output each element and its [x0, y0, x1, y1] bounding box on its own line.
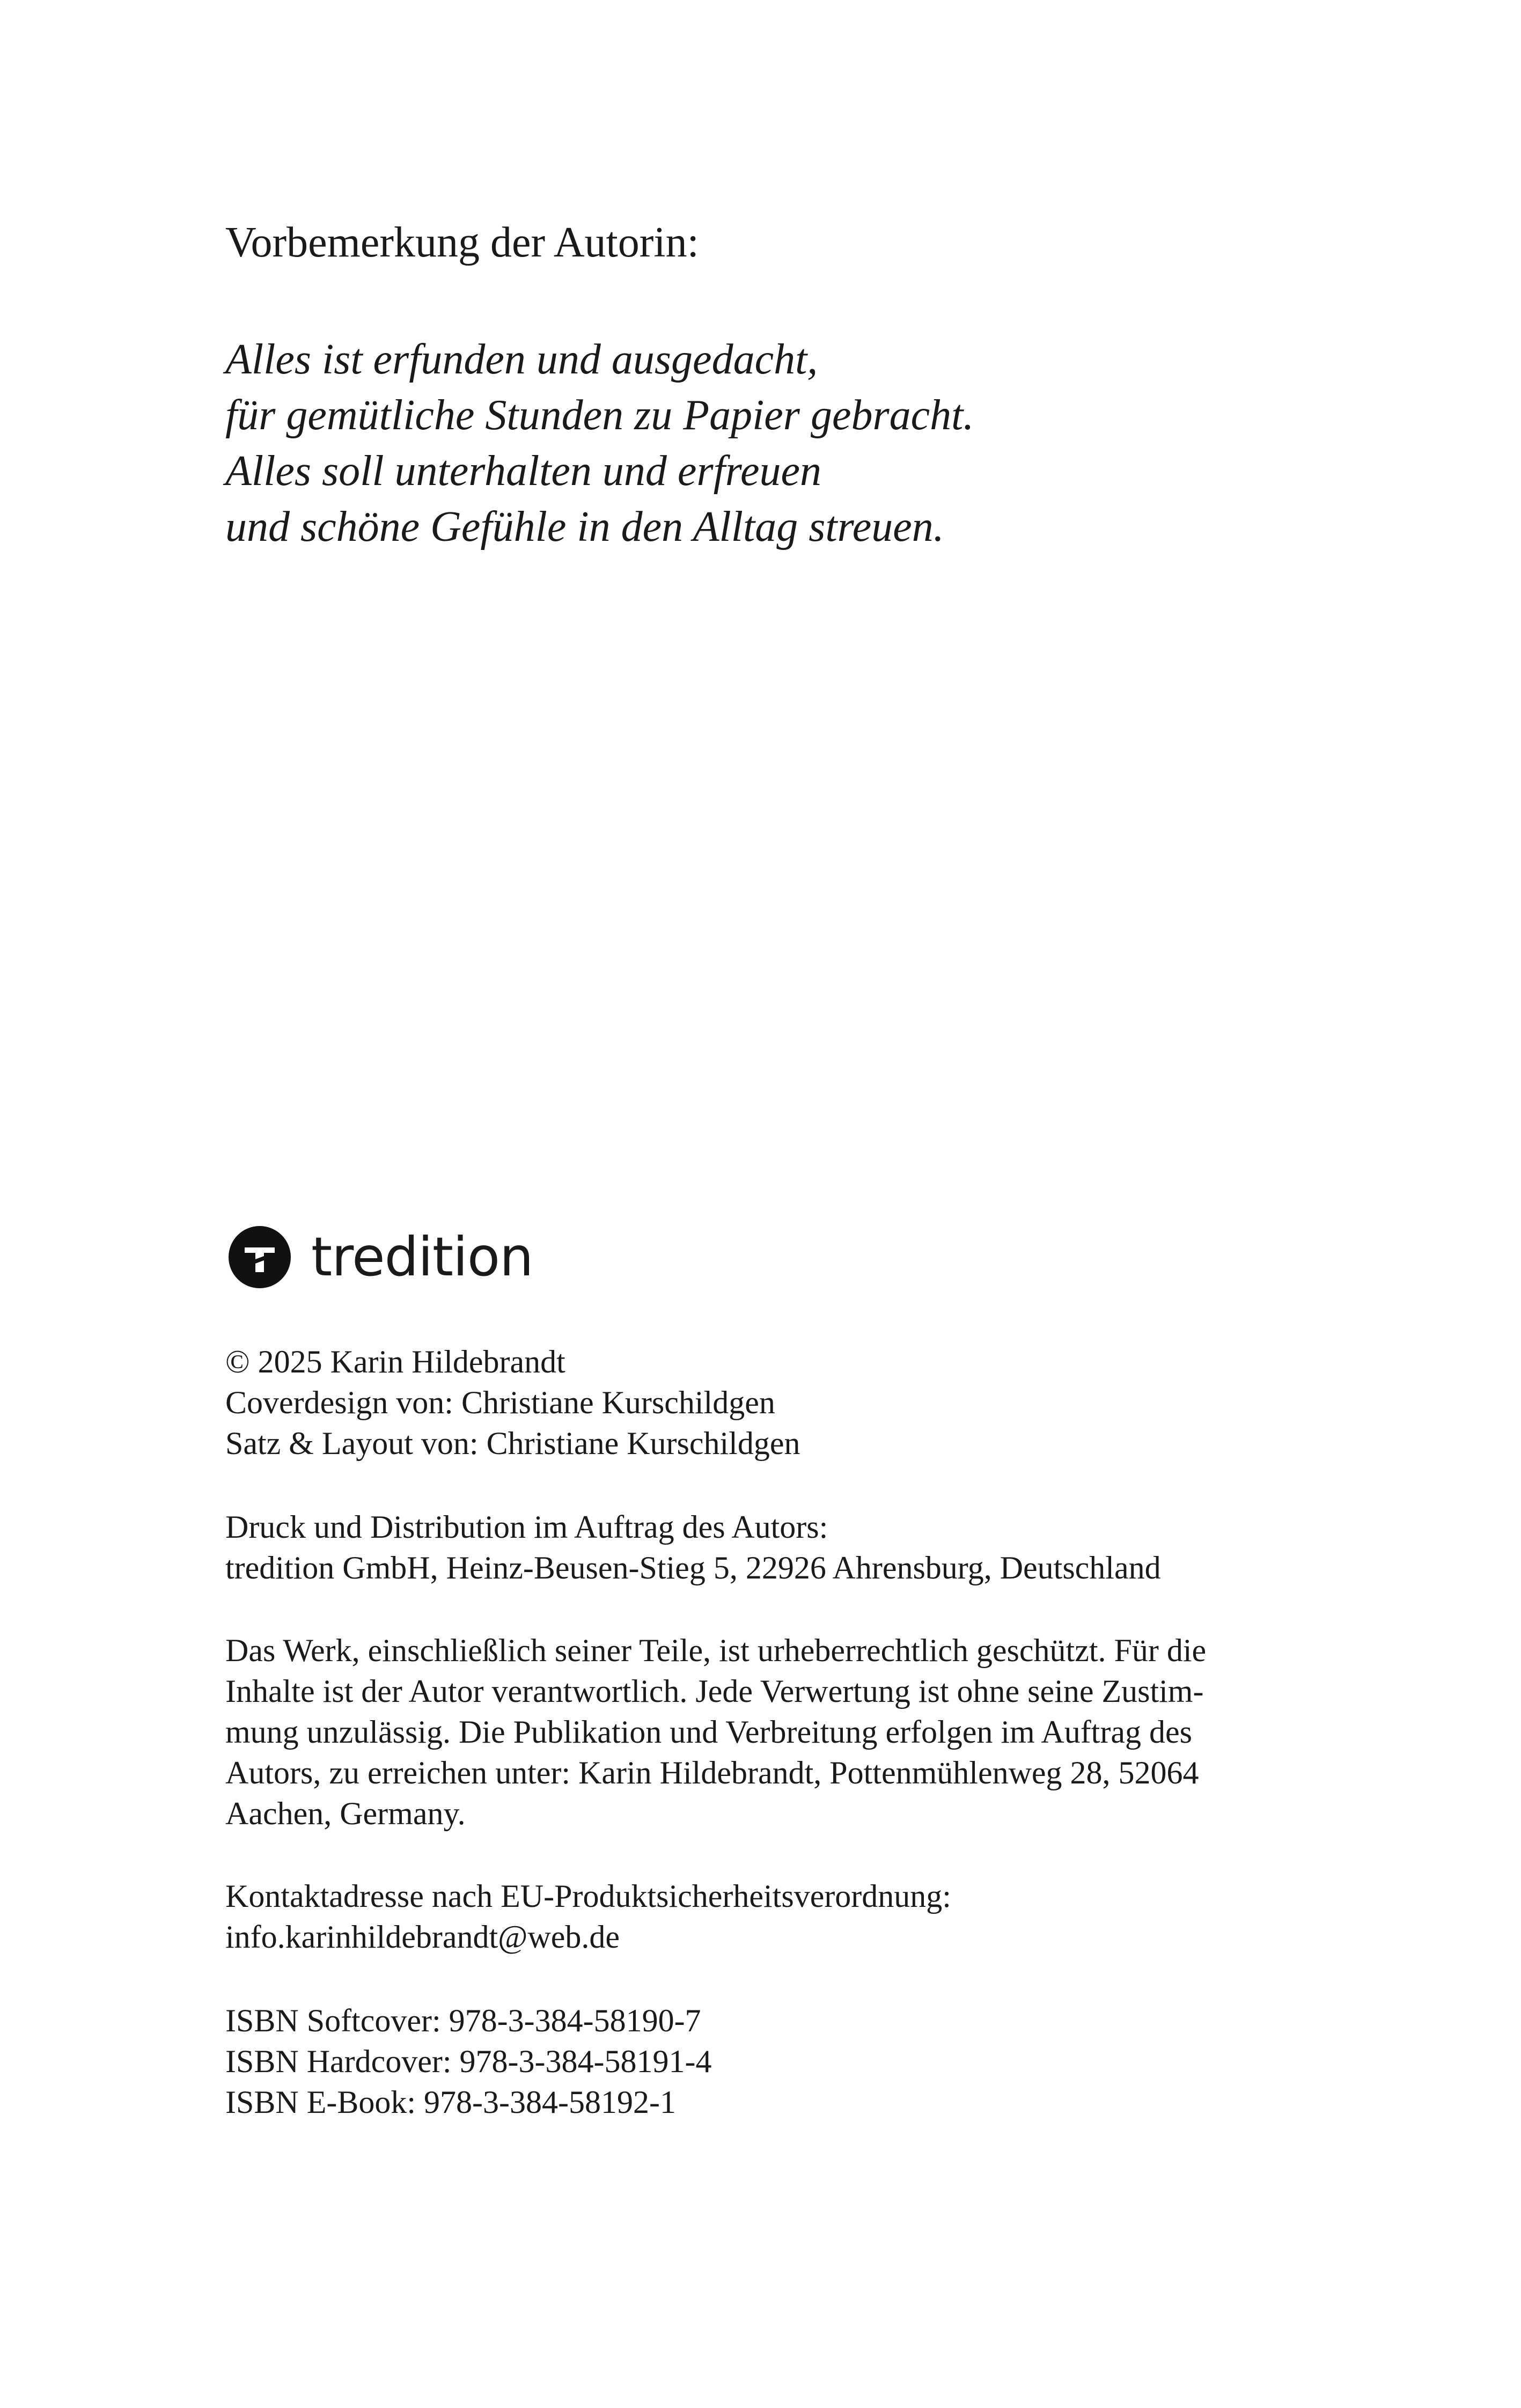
poem-line: und schöne Gefühle in den Alltag streuen. [225, 503, 944, 550]
poem-line: Alles ist erfunden und ausgedacht, [225, 336, 818, 383]
poem [225, 332, 974, 555]
contact-email[interactable]: info.karinhildebrandt@web.de [225, 1919, 620, 1955]
layout-line: Satz & Layout von: Christiane Kurschildgen [225, 1426, 800, 1461]
cover-design-line: Coverdesign von: Christiane Kurschildgen [225, 1385, 775, 1420]
page-heading: Vorbemerkung der Autorin: [225, 219, 699, 266]
tredition-logo-icon [229, 1226, 291, 1288]
isbn-ebook: ISBN E-Book: 978-3-384-58192-1 [225, 2084, 676, 2120]
credits-block [225, 1341, 1314, 1464]
poem-line: für gemütliche Stunden zu Papier gebracht. [225, 392, 974, 439]
print-distribution-block [225, 1507, 1314, 1588]
copyright-line: © 2025 Karin Hildebrandt [225, 1344, 565, 1379]
rights-line: Autors, zu erreichen unter: Karin Hildebrandt, Pottenmühlenweg 28, 52064 [225, 1755, 1199, 1790]
publisher-logo [229, 1226, 533, 1288]
publisher-address-line: tredition GmbH, Heinz-Beusen-Stieg 5, 22926 Ahrensburg, Deutschland [225, 1550, 1161, 1585]
rights-block [225, 1630, 1314, 1834]
rights-line: Inhalte ist der Autor verantwortlich. Jede Verwertung ist ohne seine Zustim- [225, 1673, 1204, 1709]
isbn-softcover: ISBN Softcover: 978-3-384-58190-7 [225, 2003, 701, 2038]
isbn-block [225, 2000, 1314, 2123]
print-line: Druck und Distribution im Auftrag des Autors: [225, 1509, 828, 1545]
rights-line: Aachen, Germany. [225, 1796, 466, 1831]
rights-line: Das Werk, einschließlich seiner Teile, ist urheberrechtlich geschützt. Für die [225, 1633, 1207, 1668]
contact-label: Kontaktadresse nach EU-Produktsicherheitsverordnung: [225, 1878, 951, 1914]
rights-line: mung unzulässig. Die Publikation und Verbreitung erfolgen im Auftrag des [225, 1714, 1192, 1750]
poem-line: Alles soll unterhalten und erfreuen [225, 447, 821, 495]
isbn-hardcover: ISBN Hardcover: 978-3-384-58191-4 [225, 2044, 712, 2079]
publisher-wordmark: tredition [311, 1225, 533, 1288]
contact-block [225, 1876, 1314, 1957]
